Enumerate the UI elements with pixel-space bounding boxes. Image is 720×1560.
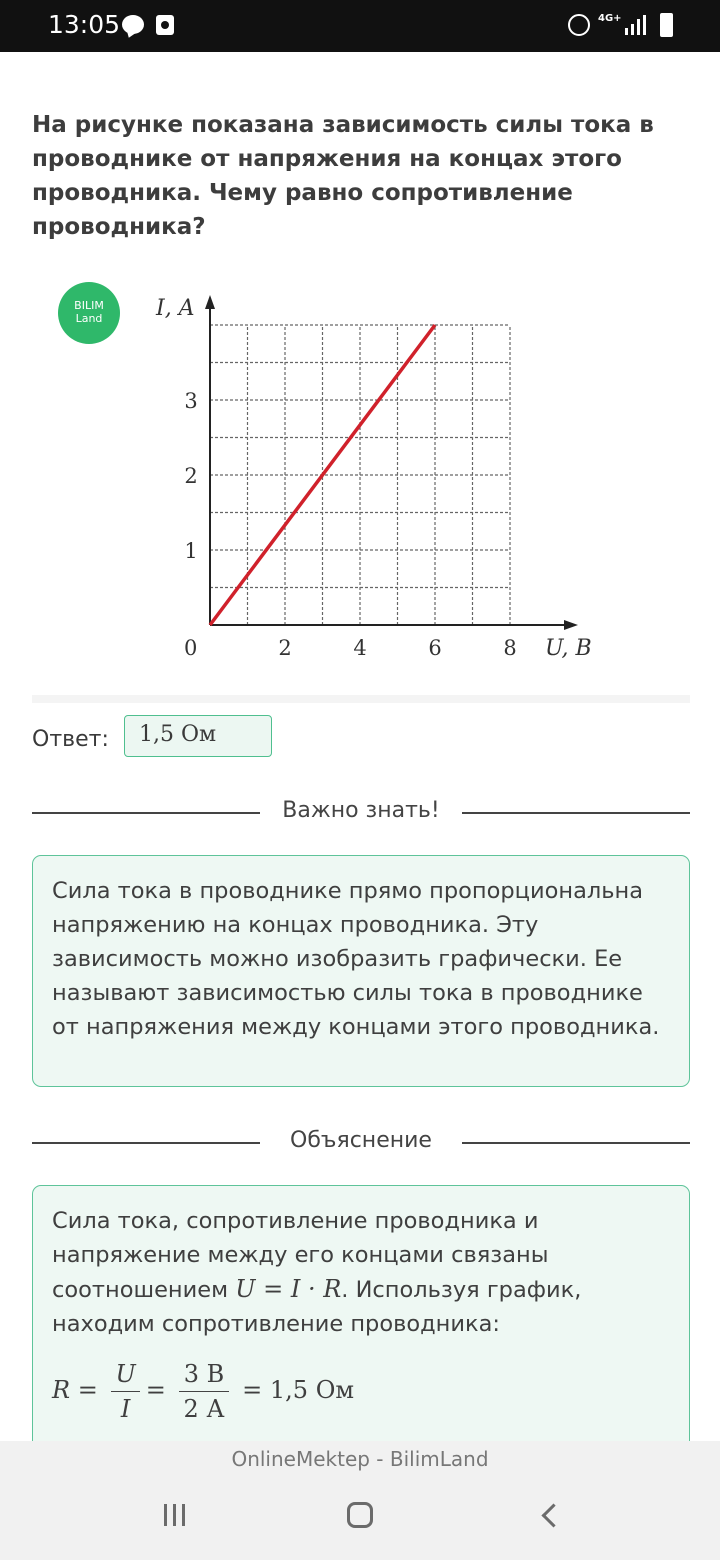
explanation-card [32,1185,690,1455]
y-tick-label: 1 [184,539,198,563]
alarm-icon [568,14,590,36]
important-text: Сила тока в проводнике прямо пропорциональна напряжению на концах проводника. Эту зависимость можно изобразить графически. Ее называют зависимостью силы тока в проводнике от напряжения между концами этого проводника. [52,878,660,1040]
explanation-text-before: Сила тока, сопротивление проводника и напряжение между его концами связаны соотношением [52,1208,549,1303]
resistance-formula: R = $\frac{U}{I}$ = $\frac{3 В}{2 А}$ = 1,5 Ом [52,1357,671,1426]
battery-icon [660,13,673,37]
chart-grid [210,325,510,625]
x-tick-label: 2 [278,636,292,660]
footer-title: OnlineMektep - BilimLand [231,1447,489,1471]
y-axis-label: I, A [156,296,195,321]
question-text: На рисунке показана зависимость силы тока в проводнике от напряжения на концах этого проводника. Чему равно сопротивление проводника? [32,112,654,240]
explanation-divider [32,1128,690,1158]
y-tick-label: 3 [184,389,198,413]
home-button[interactable] [347,1502,373,1528]
important-title: Важно знать! [282,798,440,823]
formula-result: = 1,5 Ом [242,1376,355,1404]
fraction1-numerator: U [111,1357,139,1392]
status-time: 13:05 [48,10,121,39]
important-card [32,855,690,1087]
bilimland-logo [58,282,120,344]
answer-field[interactable]: 1,5 Ом [124,715,272,757]
answer-label: Ответ: [32,727,109,752]
separator [32,695,690,703]
status-bar [0,0,720,52]
important-divider [32,798,690,828]
x-axis-arrow [564,620,578,630]
app-notification-icon [156,15,174,35]
current-voltage-chart [140,285,610,675]
fraction1-denominator: I [120,1395,131,1423]
origin-label: 0 [184,636,198,660]
x-tick-label: 8 [503,636,517,660]
x-tick-label: 6 [428,636,442,660]
chart-ticks [184,389,516,660]
explanation-text-after: . Используя график, находим сопротивление проводника: [52,1277,582,1337]
y-tick-label: 2 [184,464,198,488]
signal-icon [624,14,646,36]
fraction2-numerator: 3 В [179,1357,228,1392]
fraction2-denominator: 2 А [183,1395,225,1423]
formula-lhs: R = [52,1376,98,1404]
network-type: 4G+ [598,13,622,24]
x-tick-label: 4 [353,636,367,660]
y-axis-arrow [205,295,215,309]
x-axis-label: U, В [545,636,592,661]
chat-notification-icon [122,15,144,34]
recent-apps-button[interactable] [162,1502,188,1528]
relation-formula: U = I · R [235,1275,342,1303]
explanation-title: Объяснение [290,1128,432,1153]
logo-line-2: Land [75,312,103,325]
logo-line-1: BILIM [74,299,104,312]
